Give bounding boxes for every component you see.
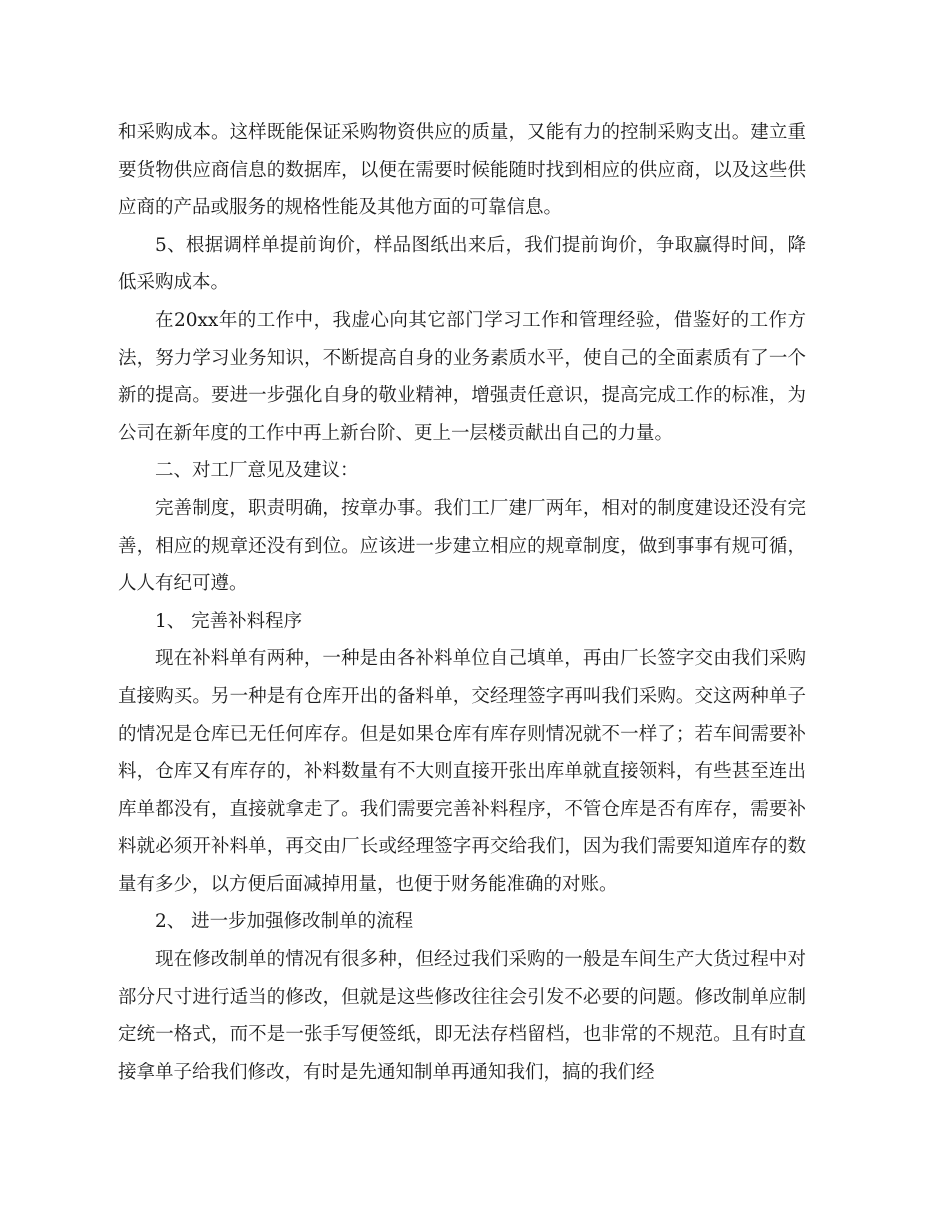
subheading-supplement-procedure: 1、 完善补料程序	[155, 610, 303, 632]
paragraph-continuation: 和采购成本。这样既能保证采购物资供应的质量，又能有力的控制采购支出。建立重要货物供应商信息的数据库，以便在需要时候能随时找到相应的供应商，以及这些供应商的产品或服务的规格性能及其他方面的可靠信息。	[118, 122, 806, 219]
subheading-order-modification: 2、 进一步加强修改制单的流程	[155, 911, 414, 933]
paragraph-system-improvement: 完善制度，职责明确，按章办事。我们工厂建厂两年，相对的制度建设还没有完善，相应的规章还没有到位。应该进一步建立相应的规章制度，做到事事有规可循，人人有纪可遵。	[118, 497, 806, 595]
paragraph-item-5: 5、根据调样单提前询价，样品图纸出来后，我们提前询价，争取赢得时间，降低采购成本。	[118, 234, 806, 294]
paragraph-supplement-details: 现在补料单有两种，一种是由各补料单位自己填单，再由厂长签字交由我们采购直接购买。另一种是有仓库开出的备料单，交经理签字再叫我们采购。交这两种单子的情况是仓库已无任何库存。但是如果仓库有库存则情况就不一样了；若车间需要补料，仓库又有库存的，补料数量有不大则直接开张出库单就直接领料，有些甚至连出库单都没有，直接就拿走了。我们需要完善补料程序，不管仓库是否有库存，需要补料就必须开补料单，再交由厂长或经理签字再交给我们，因为我们需要知道库存的数量有多少，以方便后面减掉用量，也便于财务能准确的对账。	[118, 648, 806, 895]
section-heading-suggestions: 二、对工厂意见及建议：	[155, 460, 359, 482]
paragraph-order-modification-details: 现在修改制单的情况有很多种，但经过我们采购的一般是车间生产大货过程中对部分尺寸进行适当的修改，但就是这些修改往往会引发不必要的问题。修改制单应制定统一格式，而不是一张手写便签纸，即无法存档留档，也非常的不规范。且有时直接拿单子给我们修改，有时是先通知制单再通知我们，搞的我们经	[118, 949, 806, 1083]
paragraph-work-summary: 在20xx年的工作中，我虚心向其它部门学习工作和管理经验，借鉴好的工作方法，努力学习业务知识，不断提高自身的业务素质水平，使自己的全面素质有了一个新的提高。要进一步强化自身的敬业精神，增强责任意识，提高完成工作的标准，为公司在新年度的工作中再上新台阶、更上一层楼贡献出自己的力量。	[118, 309, 806, 444]
document-body	[118, 114, 806, 1091]
